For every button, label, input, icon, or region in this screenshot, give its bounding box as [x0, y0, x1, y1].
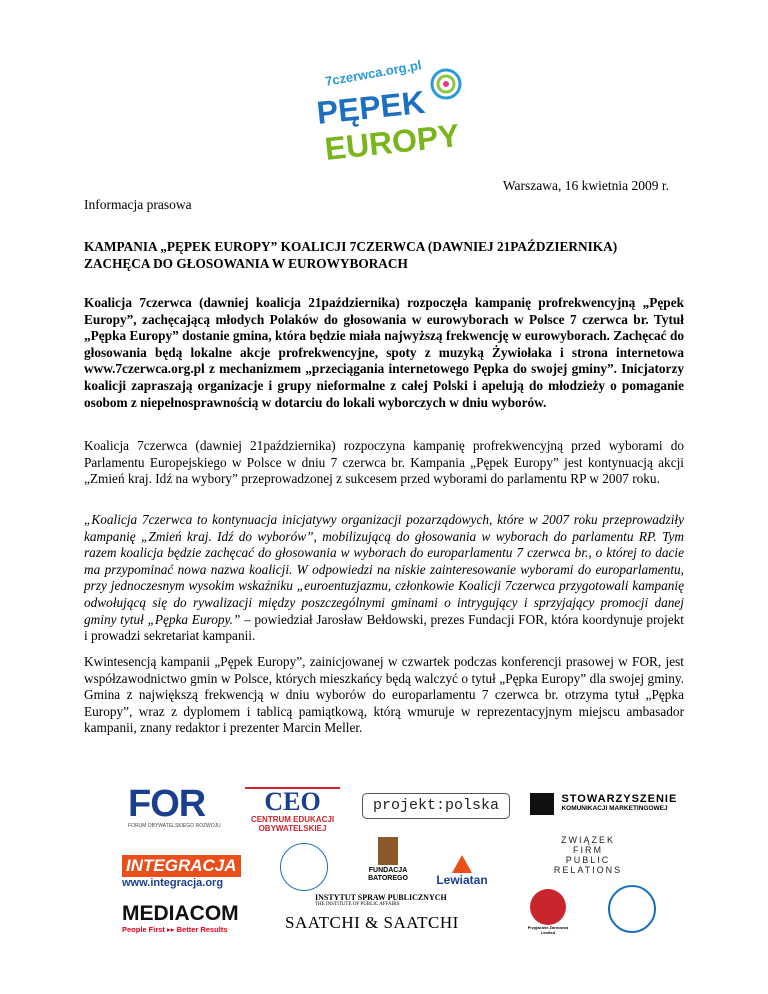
press-date: Warszawa, 16 kwietnia 2009 r.: [502, 178, 669, 193]
ceo-logo: CEO CENTRUM EDUKACJI OBYWATELSKIEJ: [245, 787, 340, 833]
logo-line1: PĘPEK: [314, 83, 427, 131]
pepek-europy-logo: [296, 58, 496, 168]
sponsor-logos: [120, 785, 680, 945]
zfpr-logo: ZWIĄZEK FIRM PUBLIC RELATIONS: [553, 835, 623, 875]
quote-text: „Koalicja 7czerwca to kontynuacja inicjatywy organizacji pozarządowych, które w 2007 roku przeprowadziły kampanię „Zmień kraj. Idź do wyborów”, mobilizującą do głosowania w wyborach do parlamentu RP. Tym razem koalicja będzie zachęcać do głosowania w wyborach do europarlamentu 7 czerwca br., o której to dacie ma przypominać nowa nazwa koalicji. W odpowiedzi na niskie zainteresowanie wyborami do europarlamentu, przy jednoczesnym wysokim wskaźniku „euroentuzjazmu, członkowie Koalicji 7czerwca przygotowali kampanię odwołującą się do rywalizacji między poszczególnymi gminami o intrygujący i sprzyjający promocji danej gminy tytuł „Pępka Europy.”: [84, 512, 684, 627]
przyjaciele-logo: Przyjaciele Żarnowca Limited: [527, 889, 569, 935]
logo-url: 7czerwca.org.pl: [323, 58, 423, 89]
press-title: KAMPANIA „PĘPEK EUROPY” KOALICJI 7CZERWCA (DAWNIEJ 21PAŹDZIERNIKA) ZACHĘCA DO GŁOSOWANIA W EUROWYBORACH: [84, 239, 618, 271]
lead-paragraph: Koalicja 7czerwca (dawniej koalicja 21października) rozpoczęła kampanię profrekwencyjną „Pępek Europy”, zachęcającą młodych Polaków do głosowania w eurowyborach w Polsce 7 czerwca br. Tytuł „Pępka Europy” dostanie gmina, która będzie miała najwyższą frekwencję w eurowyborach. Zachęcać do głosowania będą lokalne akcje profrekwencyjne, spoty z muzyką Żywiołaka i strona internetowa www.7czerwca.org.pl z mechanizmem „przeciągania internetowego Pępka do swojej gminy”. Inicjatorzy koalicji zapraszają organizacje i grupy nieformalne z całej Polski i apelują do młodzieży o pomaganie osobom z niepełnosprawnością w dotarciu do lokali wyborczych w dniu wyborów.: [84, 295, 684, 410]
logo-line2: EUROPY: [322, 117, 462, 167]
isp-logo: INSTYTUT SPRAW PUBLICZNYCH THE INSTITUTE OF PUBLIC AFFAIRS: [315, 893, 447, 907]
mediacom-logo: MEDIACOM People First ▸▸ Better Results: [122, 902, 239, 934]
association-round-logo: [608, 885, 656, 933]
quote-attribution: – powiedział Jarosław Bełdowski, prezes Fundacji FOR, która koordynuje projekt i prowadzi sekretariat kampanii.: [84, 611, 685, 644]
paragraph-3: Kwintesencją kampanii „Pępek Europy”, zainicjowanej w czwartek podczas konferencji prasowej w FOR, jest współzawodnictwo gmin w Polsce, których mieszkańcy będą walczyć o tytuł „Pępka Europy” dla swojej gminy. Gmina z największą frekwencją w dniu wyborów do europarlamentu 7 czerwca br. otrzyma tytuł „Pępka Europy”, wraz z dyplomem i tablicą pamiątkową, którą wmuruje w reprezentacyjnym miejscu ambasador kampanii, znany redaktor i prezenter Marcin Meller.: [84, 654, 684, 736]
paragraph-1: Koalicja 7czerwca (dawniej 21października) rozpoczyna kampanię profrekwencyjną przed wyborami do Parlamentu Europejskiego w Polsce w dniu 7 czerwca br. Kampania „Pępek Europy” jest kontynuacją akcji „Zmień kraj. Idź na wybory” przeprowadzonej z sukcesem przed wyborami do parlamentu RP w 2007 roku.: [84, 438, 684, 487]
batory-logo: FUNDACJA BATOREGO: [363, 837, 413, 883]
saatchi-logo: SAATCHI & SAATCHI: [285, 913, 459, 932]
lewiatan-logo: Lewiatan: [432, 855, 492, 887]
stowarzyszenie-circle-logo: [280, 843, 328, 891]
for-logo: FOR FORUM OBYWATELSKIEGO ROZWOJU: [128, 783, 221, 829]
integracja-logo: INTEGRACJA www.integracja.org: [122, 855, 232, 889]
skm-logo: STOWARZYSZENIE KOMUNIKACJI MARKETINGOWEJ: [530, 793, 680, 815]
press-label: Informacja prasowa: [84, 197, 192, 212]
projekt-polska-logo: projekt:polska: [362, 793, 510, 819]
paragraph-2: [84, 512, 684, 645]
